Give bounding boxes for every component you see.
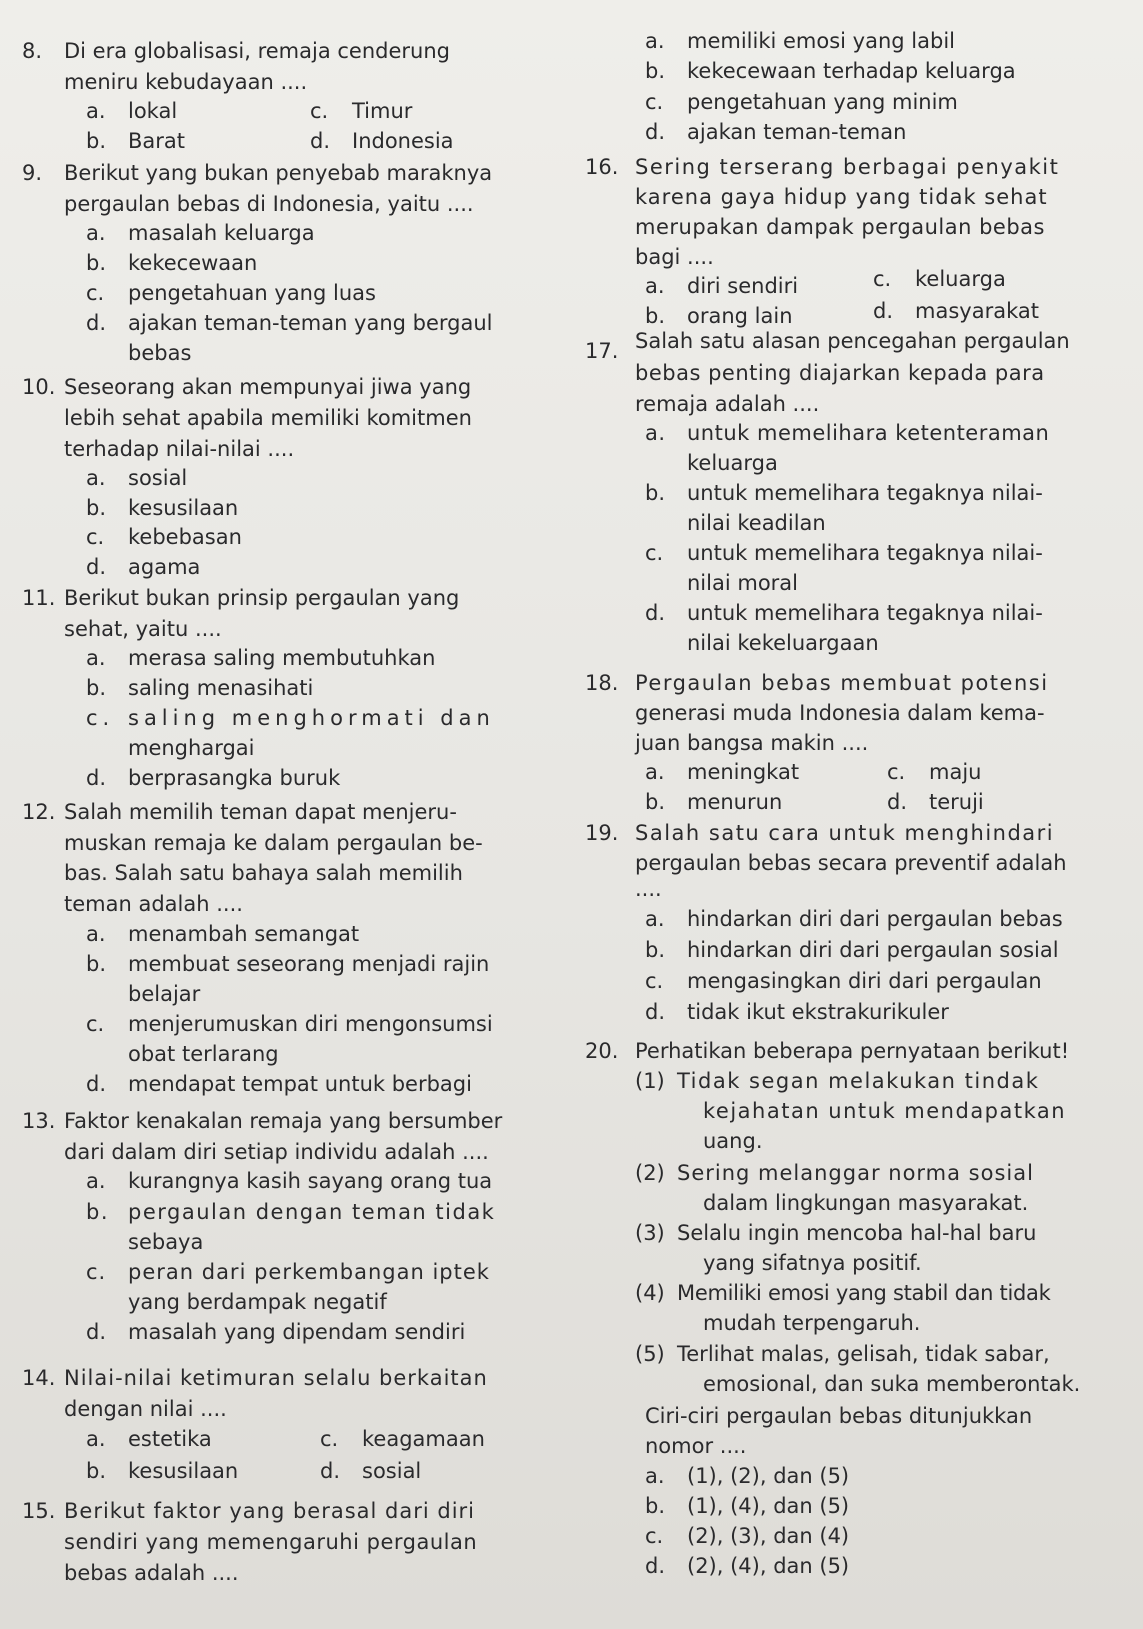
question-text: sendiri yang memengaruhi pergaulan [64, 1530, 478, 1554]
statement-5-text: emosional, dan suka memberontak. [703, 1372, 1081, 1396]
question-text: Nilai-nilai ketimuran selalu berkaitan [64, 1366, 488, 1390]
statement-1: (1) [635, 1069, 665, 1093]
question-text: juan bangsa makin .... [635, 731, 869, 755]
option-b: b. kesusilaan [86, 1459, 239, 1483]
question-text: .... [635, 877, 662, 901]
question-text: Perhatikan beberapa pernyataan berikut! [635, 1039, 1070, 1063]
question-text: Pergaulan bebas membuat potensi [635, 671, 1049, 695]
option-d: d. masalah yang dipendam sendiri [86, 1320, 466, 1344]
question-text: meniru kebudayaan .... [64, 70, 308, 94]
option-b: b. hindarkan diri dari pergaulan sosial [645, 938, 1059, 962]
option-c-continuation: menghargai [128, 736, 255, 760]
question-text: Sering terserang berbagai penyakit [635, 155, 1060, 179]
statement-3: (3) [635, 1221, 665, 1245]
option-b: b. Barat [86, 129, 186, 153]
question-number: 12. [22, 800, 56, 824]
question-text: generasi muda Indonesia dalam kema- [635, 701, 1045, 725]
option-a: a. (1), (2), dan (5) [645, 1464, 850, 1488]
option-c: c. peran dari perkembangan iptek [86, 1260, 490, 1284]
option-a: a. kurangnya kasih sayang orang tua [86, 1169, 493, 1193]
statement-3-text: Selalu ingin mencoba hal-hal baru [677, 1221, 1037, 1245]
statement-5-text: Terlihat malas, gelisah, tidak sabar, [677, 1342, 1050, 1366]
question-number: 10. [22, 375, 56, 399]
option-a: a. menambah semangat [86, 922, 360, 946]
question-text: dengan nilai .... [64, 1397, 227, 1421]
option-b: b. membuat seseorang menjadi rajin [86, 952, 490, 976]
option-b-continuation: nilai keadilan [687, 511, 826, 535]
question-text: Berikut faktor yang berasal dari diri [64, 1499, 476, 1523]
option-d: d. ajakan teman-teman yang bergaul [86, 311, 493, 335]
option-b-continuation: sebaya [128, 1230, 204, 1254]
question-text: Faktor kenakalan remaja yang bersumber [64, 1109, 503, 1133]
option-c: c. pengetahuan yang luas [86, 281, 376, 305]
option-d: d. Indonesia [310, 129, 454, 153]
question-number: 8. [22, 39, 43, 63]
statement-1-text: Tidak segan melakukan tindak [677, 1069, 1040, 1093]
statement-2: (2) [635, 1161, 665, 1185]
question-text: Berikut yang bukan penyebab maraknya [64, 161, 493, 185]
option-a: a. estetika [86, 1427, 212, 1451]
question-text: Salah satu alasan pencegahan pergaulan [635, 329, 1070, 353]
question-number: 18. [585, 671, 619, 695]
question-text: pergaulan bebas secara preventif adalah [635, 851, 1067, 875]
option-a: a. lokal [86, 99, 178, 123]
option-a: a. masalah keluarga [86, 221, 315, 245]
statement-5: (5) [635, 1342, 665, 1366]
option-d: d. (2), (4), dan (5) [645, 1554, 850, 1578]
question-number: 15. [22, 1499, 56, 1523]
question-text: Salah memilih teman dapat menjeru- [64, 800, 457, 824]
question-number: 9. [22, 161, 43, 185]
option-d: d. teruji [887, 790, 984, 814]
question-text: bebas adalah .... [64, 1561, 239, 1585]
option-c-continuation: obat terlarang [128, 1042, 279, 1066]
option-c: c. maju [887, 760, 982, 784]
statement-4: (4) [635, 1281, 665, 1305]
statement-4-text: mudah terpengaruh. [703, 1311, 921, 1335]
question-text: muskan remaja ke dalam pergaulan be- [64, 831, 483, 855]
question-text: Salah satu cara untuk menghindari [635, 821, 1055, 845]
option-c: c. menjerumuskan diri mengonsumsi [86, 1012, 493, 1036]
option-d: d. berprasangka buruk [86, 766, 341, 790]
question-text: sehat, yaitu .... [64, 617, 222, 641]
option-c-continuation: nilai moral [687, 571, 798, 595]
option-b: b. untuk memelihara tegaknya nilai- [645, 481, 1043, 505]
question-text: nomor .... [645, 1434, 747, 1458]
option-b: b. (1), (4), dan (5) [645, 1494, 850, 1518]
question-number: 17. [585, 339, 619, 363]
option-c: c. mengasingkan diri dari pergaulan [645, 969, 1042, 993]
question-text: bagi .... [635, 245, 714, 269]
question-text: Seseorang akan mempunyai jiwa yang [64, 375, 472, 399]
question-text: teman adalah .... [64, 892, 243, 916]
option-d: d. ajakan teman-teman [645, 120, 907, 144]
option-d-continuation: bebas [128, 341, 192, 365]
option-b: b. pergaulan dengan teman tidak [86, 1200, 496, 1224]
option-c: c. (2), (3), dan (4) [645, 1524, 850, 1548]
option-c: c. kebebasan [86, 525, 242, 549]
option-a: a. memiliki emosi yang labil [645, 29, 955, 53]
option-d: d. tidak ikut ekstrakurikuler [645, 1000, 949, 1024]
option-b: b. orang lain [645, 304, 793, 328]
option-b: b. kekecewaan terhadap keluarga [645, 59, 1016, 83]
question-number: 13. [22, 1109, 56, 1133]
option-a: a. meningkat [645, 760, 800, 784]
question-text: lebih sehat apabila memiliki komitmen [64, 406, 472, 430]
option-b: b. kekecewaan [86, 251, 258, 275]
option-b-continuation: belajar [128, 982, 201, 1006]
option-c-continuation: yang berdampak negatif [128, 1290, 387, 1314]
question-number: 16. [585, 155, 619, 179]
option-b: b. menurun [645, 790, 783, 814]
statement-2-text: Sering melanggar norma sosial [677, 1161, 1034, 1185]
option-d: d. sosial [320, 1459, 422, 1483]
option-a-continuation: keluarga [687, 451, 778, 475]
statement-2-text: dalam lingkungan masyarakat. [703, 1191, 1029, 1215]
question-number: 20. [585, 1039, 619, 1063]
option-d: d. mendapat tempat untuk berbagi [86, 1072, 472, 1096]
option-b: b. kesusilaan [86, 496, 239, 520]
option-a: a. sosial [86, 466, 188, 490]
option-c: c. pengetahuan yang minim [645, 90, 958, 114]
statement-1-text: uang. [703, 1129, 763, 1153]
statement-3-text: yang sifatnya positif. [703, 1251, 922, 1275]
question-text: remaja adalah .... [635, 392, 820, 416]
question-text: karena gaya hidup yang tidak sehat [635, 185, 1048, 209]
statement-1-text: kejahatan untuk mendapatkan [703, 1099, 1067, 1123]
option-d-continuation: nilai kekeluargaan [687, 631, 879, 655]
option-c: c. keluarga [873, 267, 1006, 291]
question-text: bebas penting diajarkan kepada para [635, 361, 1045, 385]
statement-4-text: Memiliki emosi yang stabil dan tidak [677, 1281, 1051, 1305]
option-c: c. saling menghormati dan [86, 706, 495, 730]
question-text: Di era globalisasi, remaja cenderung [64, 39, 450, 63]
question-text: bas. Salah satu bahaya salah memilih [64, 861, 463, 885]
option-c: c. Timur [310, 99, 413, 123]
question-text: merupakan dampak pergaulan bebas [635, 215, 1045, 239]
option-d: d. masyarakat [873, 299, 1039, 323]
option-a: a. untuk memelihara ketenteraman [645, 421, 1050, 445]
option-a: a. diri sendiri [645, 274, 799, 298]
option-a: a. merasa saling membutuhkan [86, 646, 436, 670]
question-text: Ciri-ciri pergaulan bebas ditunjukkan [645, 1404, 1033, 1428]
option-d: d. agama [86, 555, 201, 579]
option-a: a. hindarkan diri dari pergaulan bebas [645, 907, 1063, 931]
question-number: 19. [585, 821, 619, 845]
question-text: terhadap nilai-nilai .... [64, 437, 295, 461]
question-text: Berikut bukan prinsip pergaulan yang [64, 586, 460, 610]
question-text: pergaulan bebas di Indonesia, yaitu .... [64, 192, 474, 216]
question-text: dari dalam diri setiap individu adalah .... [64, 1140, 489, 1164]
question-number: 11. [22, 586, 56, 610]
question-number: 14. [22, 1366, 56, 1390]
option-d: d. untuk memelihara tegaknya nilai- [645, 601, 1043, 625]
option-b: b. saling menasihati [86, 676, 314, 700]
option-c: c. keagamaan [320, 1427, 485, 1451]
option-c: c. untuk memelihara tegaknya nilai- [645, 541, 1043, 565]
